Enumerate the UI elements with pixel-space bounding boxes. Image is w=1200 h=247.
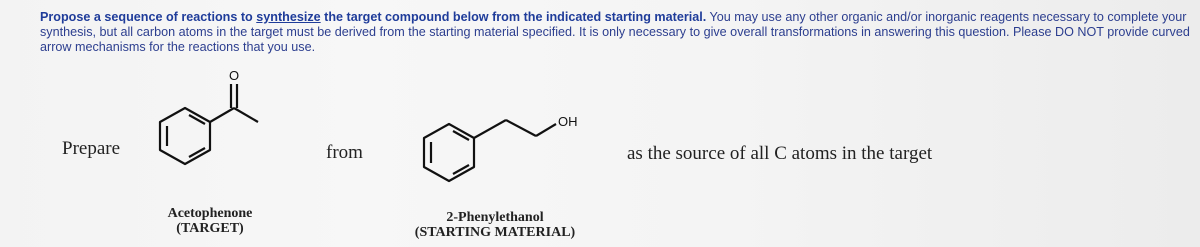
starting-name: 2-Phenylethanol — [446, 210, 544, 225]
source-note: as the source of all C atoms in the target — [627, 143, 933, 164]
phenylethanol-structure — [410, 108, 610, 208]
prepare-label: Prepare — [62, 138, 121, 159]
from-label: from — [326, 142, 363, 163]
synthesize-link: synthesize — [256, 10, 321, 24]
target-role: (TARGET) — [176, 221, 244, 236]
starting-caption — [400, 210, 590, 240]
target-name: Acetophenone — [167, 206, 253, 221]
starting-role: (STARTING MATERIAL) — [414, 225, 576, 240]
hydroxyl-label: OH — [558, 114, 578, 129]
question-intro-end: the target compound below from the indicated starting material. — [320, 10, 707, 24]
question-text — [40, 10, 1190, 55]
question-instructions: You may use any other organic and/or inorganic reagents necessary to complete your synthesis, but all carbon atoms in the target must be derived from the starting material specified. It is only necessary to give overall transformations in answering this question. Please DO NOT provide curved arrow mechanisms for the reactions that you use. — [40, 10, 1190, 54]
carbonyl-oxygen-label: O — [228, 68, 240, 83]
target-caption — [140, 206, 280, 236]
question-intro: Propose a sequence of reactions to — [40, 10, 257, 24]
acetophenone-structure — [150, 62, 290, 187]
